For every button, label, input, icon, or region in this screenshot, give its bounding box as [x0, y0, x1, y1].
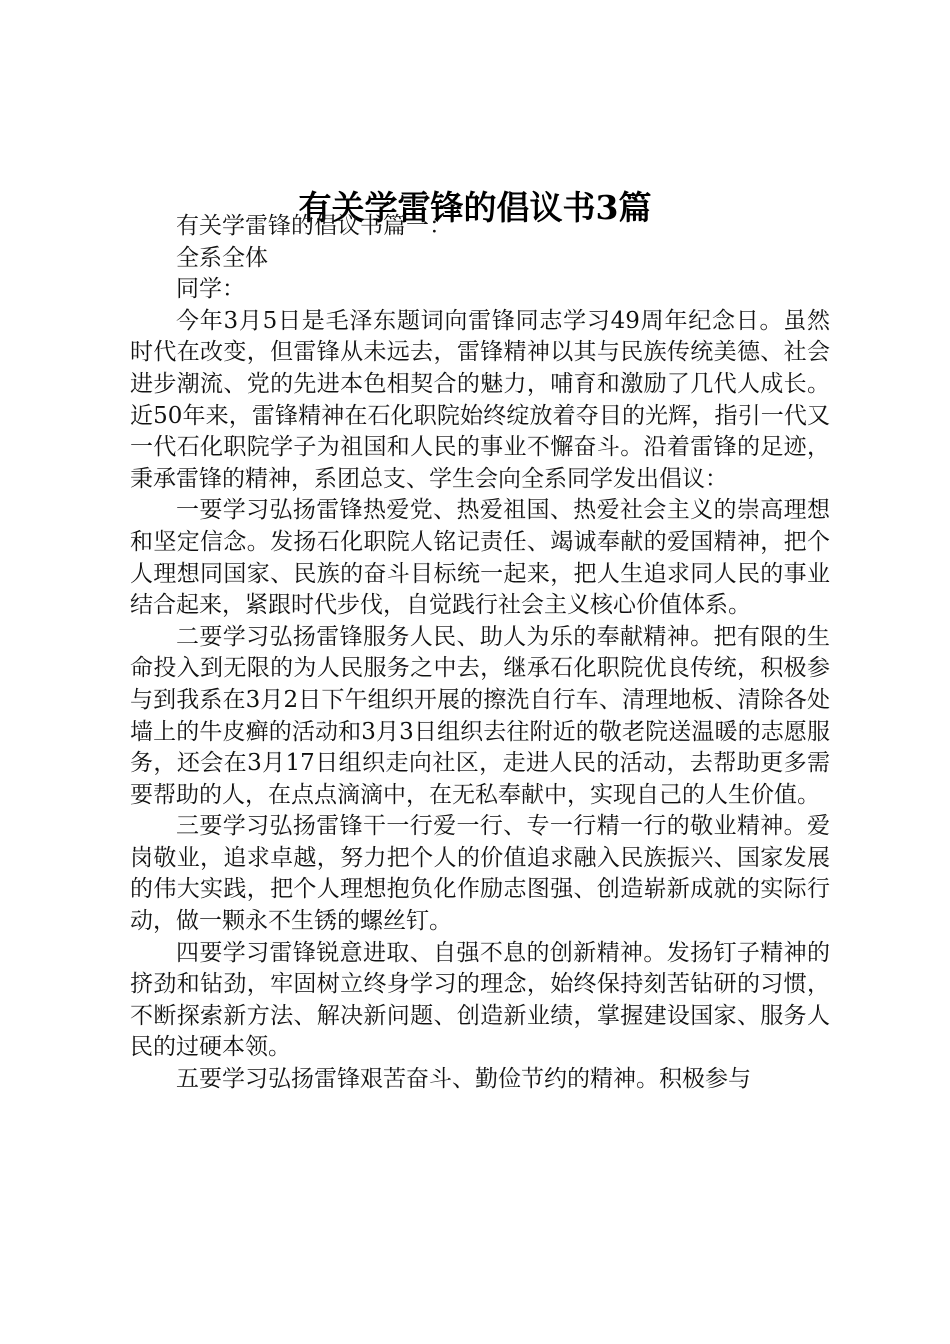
paragraph-point-1: 一要学习弘扬雷锋热爱党、热爱祖国、热爱社会主义的崇高理想和坚定信念。发扬石化职院人铭记责任、竭诚奉献的爱国精神，把个人理想同国家、民族的奋斗目标统一起来，把人生追求同人民的事业结合起来，紧跟时代步伐，自觉践行社会主义核心价值体系。 [130, 497, 830, 619]
paragraph-point-2: 二要学习弘扬雷锋服务人民、助人为乐的奉献精神。把有限的生命投入到无限的为人民服务之中去，继承石化职院优良传统，积极参与到我系在3月2日下午组织开展的擦洗自行车、清理地板、清除各处墙上的牛皮癣的活动和3月3日组织去往附近的敬老院送温暖的志愿服务，还会在3月17日组织走向社区，走进人民的活动，去帮助更多需要帮助的人，在点点滴滴中，在无私奉献中，实现自己的人生价值。 [130, 623, 830, 808]
paragraph-point-4: 四要学习雷锋锐意进取、自强不息的创新精神。发扬钉子精神的挤劲和钻劲，牢固树立终身学习的理念，始终保持刻苦钻研的习惯，不断探索新方法、解决新问题、创造新业绩，掌握建设国家、服务人民的过硬本领。 [130, 939, 830, 1061]
paragraph-point-3: 三要学习弘扬雷锋干一行爱一行、专一行精一行的敬业精神。爱岗敬业，追求卓越，努力把个人的价值追求融入民族振兴、国家发展的伟大实践，把个人理想抱负化作励志图强、创造崭新成就的实际行动，做一颗永不生锈的螺丝钉。 [130, 813, 830, 935]
document-body [130, 211, 830, 1096]
paragraph-salutation: 全系全体 [176, 244, 268, 271]
paragraph-section-heading: 有关学雷锋的倡议书篇一： [176, 213, 452, 239]
document-title: 有关学雷锋的倡议书3篇 [298, 188, 652, 227]
paragraph-salutation-cont: 同学： [176, 276, 245, 303]
paragraph-point-5: 五要学习弘扬雷锋艰苦奋斗、勤俭节约的精神。积极参与 [176, 1066, 751, 1093]
paragraph-intro: 今年3月5日是毛泽东题词向雷锋同志学习49周年纪念日。虽然时代在改变，但雷锋从未远去，雷锋精神以其与民族传统美德、社会进步潮流、党的先进本色相契合的魅力，哺育和激励了几代人成长。近50年来，雷锋精神在石化职院始终绽放着夺目的光辉，指引一代又一代石化职院学子为祖国和人民的事业不懈奋斗。沿着雷锋的足迹，秉承雷锋的精神，系团总支、学生会向全系同学发出倡议： [130, 307, 830, 492]
